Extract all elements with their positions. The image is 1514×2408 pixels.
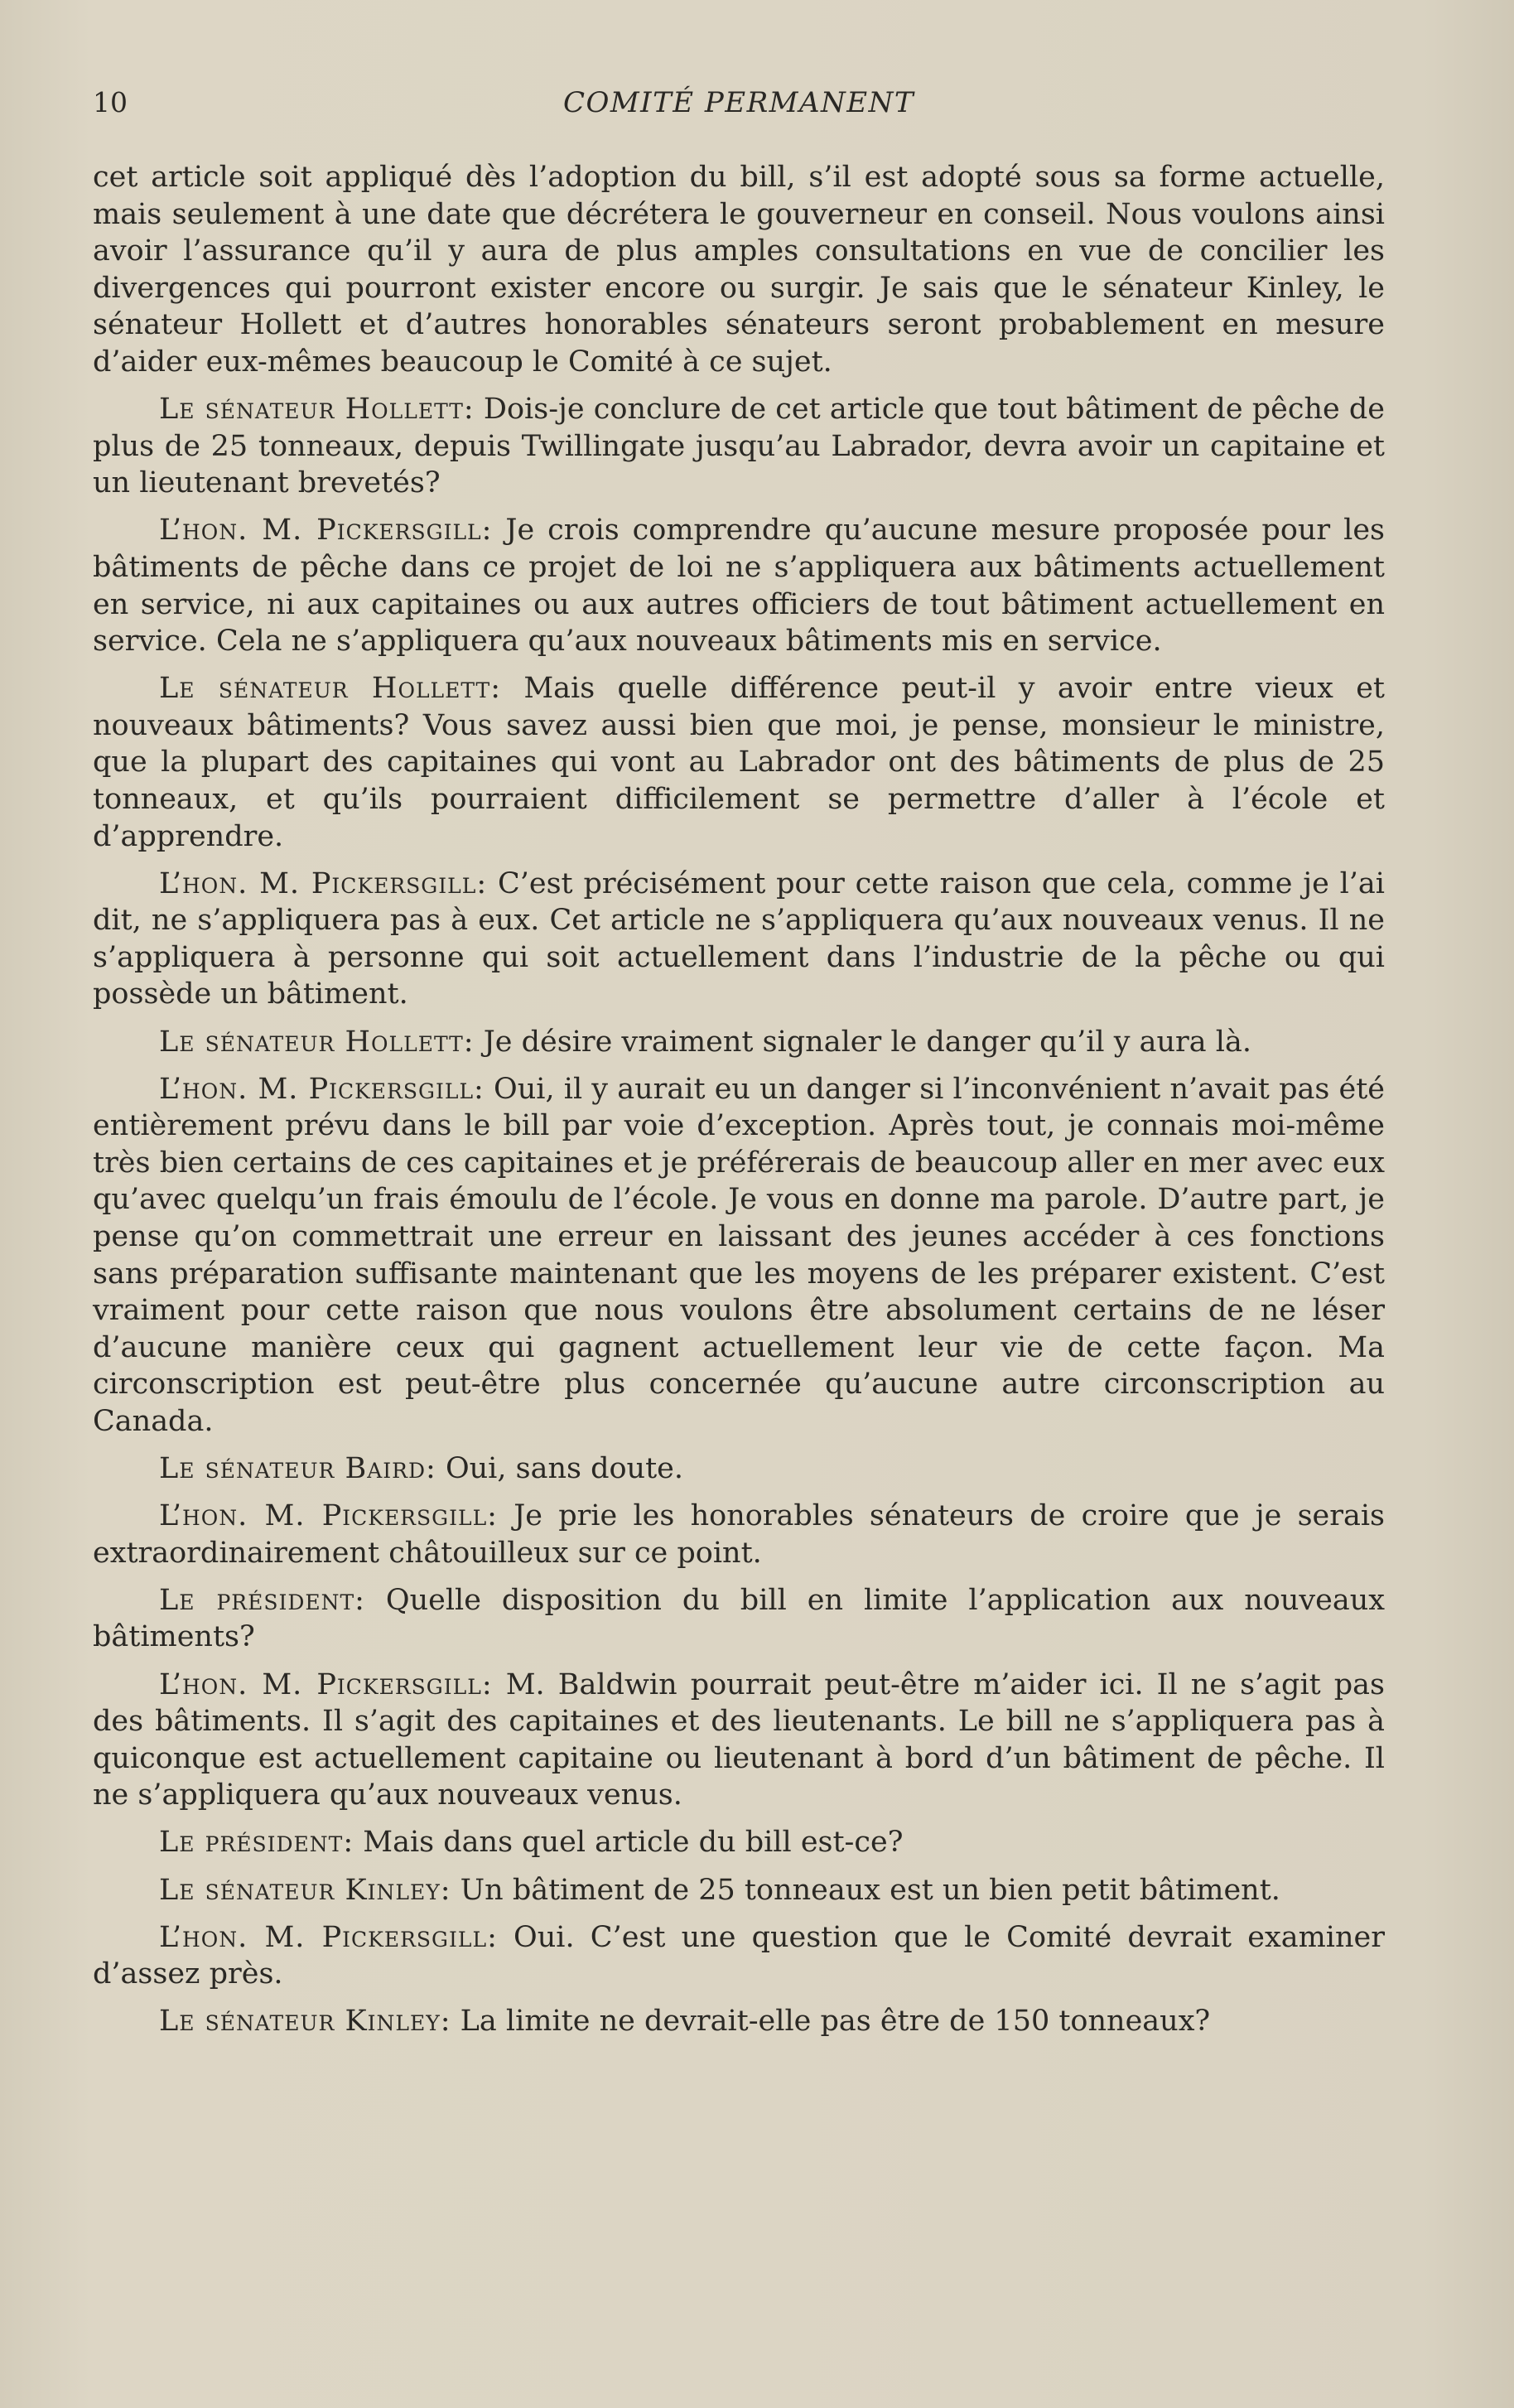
paragraph-text: La limite ne devrait-elle pas être de 150 tonneaux? [451,2005,1211,2039]
paragraph [93,1024,1385,1061]
paragraph-text: Oui, sans doute. [436,1452,683,1486]
paragraph-text: Je prie les honorables sénateurs de croire que je serais extraordinairement châtouilleux sur ce point. [93,1499,1385,1570]
paragraph [93,866,1385,1013]
speaker-label: L’hon. M. Pickersgill: [159,1667,493,1701]
paragraph-text: Je désire vraiment signaler le danger qu’il y aura là. [474,1025,1251,1059]
speaker-label: Le sénateur Baird: [159,1452,436,1486]
speaker-label: Le sénateur Hollett: [159,672,501,706]
speaker-label: Le sénateur Hollett: [159,393,475,427]
paragraph [93,1582,1385,1656]
paragraph [93,670,1385,855]
paragraph-text: Mais quelle différence peut-il y avoir entre vieux et nouveaux bâtiments? Vous savez aussi bien que moi, je pense, monsieur le ministre, que la plupart des capitaines qui vont au Labrador ont des bâtiments de plus de 25 tonneaux, et qu’ils pourraient difficilement se permettre d’aller à l’école et d’apprendre. [93,672,1385,853]
paragraph [93,1450,1385,1488]
speaker-label: Le président: [159,1583,365,1617]
speaker-label: L’hon. M. Pickersgill: [159,1499,498,1533]
speaker-label: L’hon. M. Pickersgill: [159,1072,485,1106]
paragraph [93,1071,1385,1440]
speaker-label: Le sénateur Kinley: [159,1873,451,1907]
paragraph [93,1824,1385,1861]
speaker-label: L’hon. M. Pickersgill: [159,1920,498,1954]
paragraph-text: Mais dans quel article du bill est-ce? [354,1826,904,1860]
paragraph [93,1872,1385,1909]
paragraph-text: Oui, il y aurait eu un danger si l’inconvénient n’avait pas été entièrement prévu dans le bill par voie d’exception. Après tout, je connais moi-même très bien certains de ces capitaines et je préférerais de beaucoup aller en mer avec eux qu’avec quelqu’un frais émoulu de l’école. Je vous en donne ma parole. D’autre part, je pense qu’on commettrait une erreur en laissant des jeunes accéder à ces fonctions sans préparation suffisante maintenant que les moyens de les préparer existent. C’est vraiment pour cette raison que nous voulons être absolument certains de ne léser d’aucune manière ceux qui gagnent actuellement leur vie de cette façon. Ma circonscription est peut-être plus concernée qu’aucune autre circonscription au Canada. [93,1072,1386,1438]
speaker-label: L’hon. M. Pickersgill: [159,866,488,900]
paragraph [93,1498,1385,1571]
page-header [93,86,1385,128]
speaker-label: L’hon. M. Pickersgill: [159,514,493,548]
speaker-label: Le sénateur Kinley: [159,2005,451,2039]
paragraph-text: Un bâtiment de 25 tonneaux est un bien petit bâtiment. [451,1873,1280,1907]
paragraph-text: Oui. C’est une question que le Comité devrait examiner d’assez près. [93,1920,1385,1991]
running-title: COMITÉ PERMANENT [562,86,915,119]
paragraph-text: Je crois comprendre qu’aucune mesure proposée pour les bâtiments de pêche dans ce projet de loi ne s’appliquera aux bâtiments actuellement en service, ni aux capitaines ou aux autres officiers de tout bâtiment actuellement en service. Cela ne s’appliquera qu’aux nouveaux bâtiments mis en service. [93,514,1386,659]
speaker-label: Le président: [159,1826,354,1860]
paragraph [93,159,1385,381]
paragraph-text: cet article soit appliqué dès l’adoption du bill, s’il est adopté sous sa forme actuelle, mais seulement à une date que décrétera le gouverneur en conseil. Nous voulons ainsi avoir l’assurance qu’il y aura de plus amples consultations en vue de concilier les divergences qui pourront exister encore ou surgir. Je sais que le sénateur Kinley, le sénateur Hollett et d’autres honorables sénateurs seront probablement en mesure d’aider eux-mêmes beaucoup le Comité à ce sujet. [93,161,1385,379]
body-text [93,159,1385,2050]
paragraph [93,2003,1385,2040]
paragraph [93,512,1385,659]
paragraph-text: Quelle disposition du bill en limite l’application aux nouveaux bâtiments? [93,1583,1385,1654]
speaker-label: Le sénateur Hollett: [159,1025,475,1059]
paragraph [93,391,1385,502]
paragraph-text: C’est précisément pour cette raison que cela, comme je l’ai dit, ne s’appliquera pas à eux. Cet article ne s’appliquera qu’aux nouveaux venus. Il ne s’appliquera à personne qui soit actuellement dans l’industrie de la pêche ou qui possède un bâtiment. [93,866,1385,1011]
paragraph-text: M. Baldwin pourrait peut-être m’aider ici. Il ne s’agit pas des bâtiments. Il s’agit des capitaines et des lieutenants. Le bill ne s’appliquera pas à quiconque est actuellement capitaine ou lieutenant à bord d’un bâtiment de pêche. Il ne s’appliquera qu’aux nouveaux venus. [93,1667,1386,1812]
paragraph [93,1667,1385,1814]
page-number: 10 [93,86,128,118]
paragraph-text: Dois-je conclure de cet article que tout bâtiment de pêche de plus de 25 tonneaux, depuis Twillingate jusqu’au Labrador, devra avoir un capitaine et un lieutenant brevetés? [93,393,1386,500]
paragraph [93,1919,1385,1993]
